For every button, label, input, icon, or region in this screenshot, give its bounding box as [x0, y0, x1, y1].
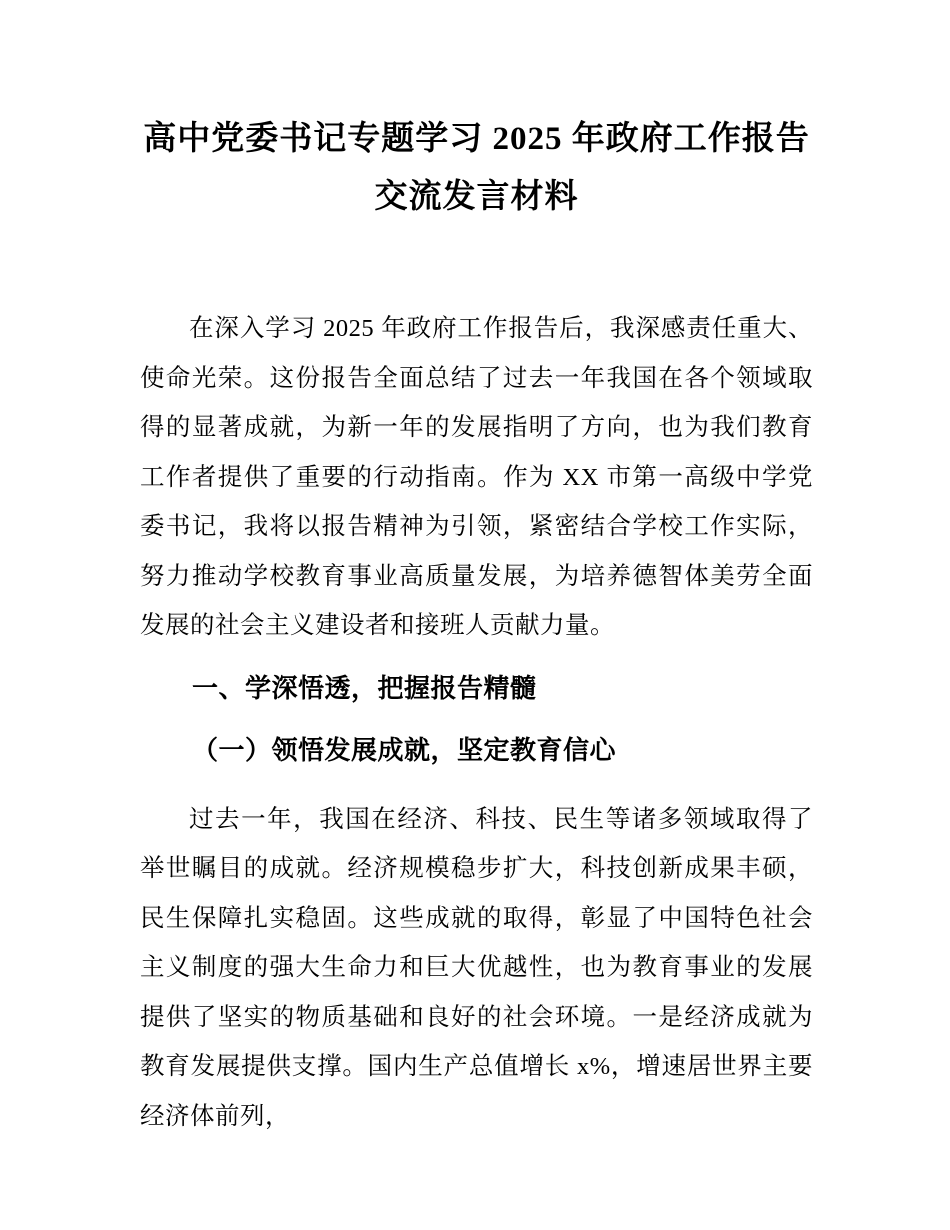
document-title	[140, 110, 813, 226]
body-paragraph-2: 过去一年，我国在经济、科技、民生等诸多领域取得了举世瞩目的成就。经济规模稳步扩大，科技创新成果丰硕，民生保障扎实稳固。这些成就的取得，彰显了中国特色社会主义制度的强大生命力和巨大优越性，也为教育事业的发展提供了坚实的物质基础和良好的社会环境。一是经济成就为教育发展提供支撑。国内生产总值增长 x%，增速居世界主要经济体前列，	[140, 805, 813, 1130]
document-title-line-2: 交流发言材料	[374, 179, 579, 215]
intro-paragraph: 在深入学习 2025 年政府工作报告后，我深感责任重大、使命光荣。这份报告全面总结了过去一年我国在各个领域取得的显著成就，为新一年的发展指明了方向，也为我们教育工作者提供了重要的行动指南。作为 XX 市第一高级中学党委书记，我将以报告精神为引领，紧密结合学校工作实际，努力推动学校教育事业高质量发展，为培养德智体美劳全面发展的社会主义建设者和接班人贡献力量。	[140, 315, 813, 639]
document-title-line-1: 高中党委书记专题学习 2025 年政府工作报告	[143, 121, 810, 157]
section-heading-1: 一、学深悟透，把握报告精髓	[192, 672, 537, 703]
subsection-heading-1-1: （一）领悟发展成就，坚定教育信心	[192, 735, 617, 765]
